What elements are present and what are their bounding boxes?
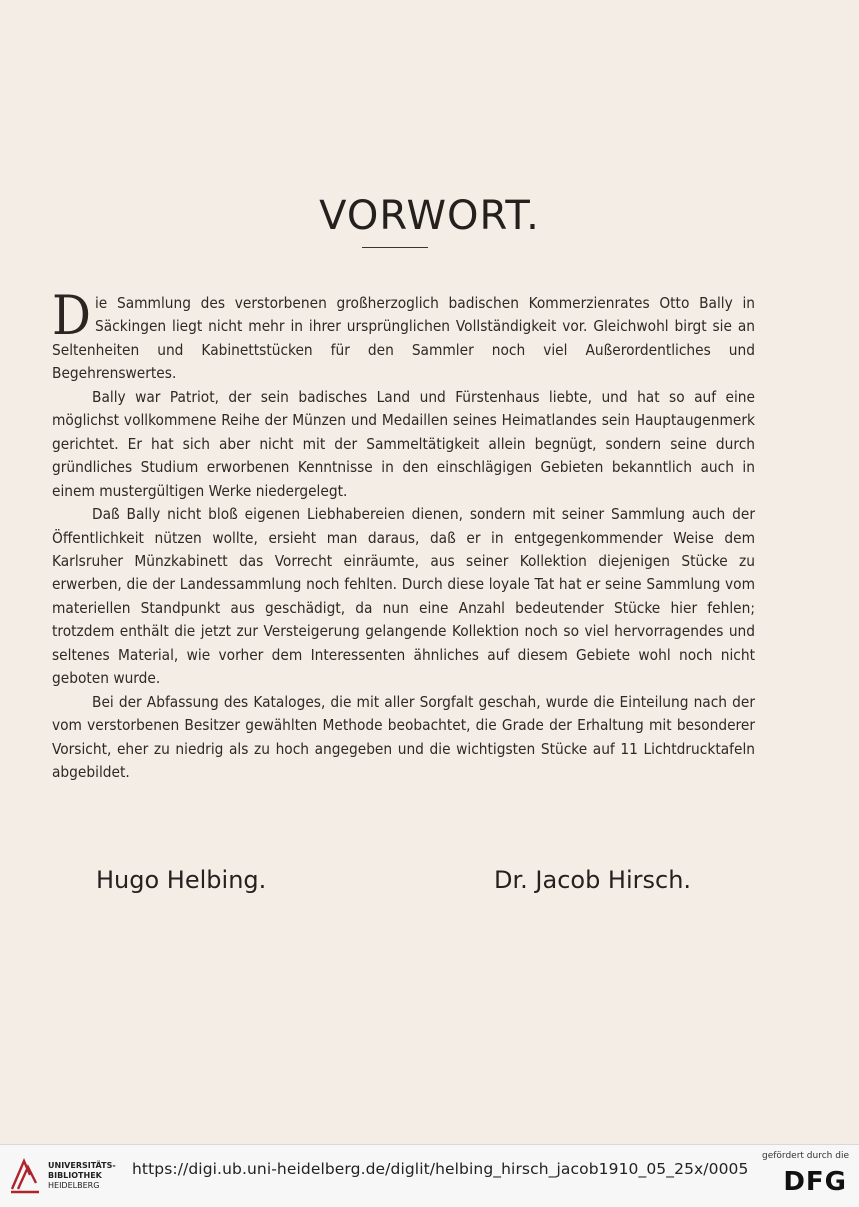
- funding-caption: gefördert durch die: [762, 1151, 849, 1161]
- drop-cap: D: [52, 284, 91, 347]
- paragraph-2: Bally war Patriot, der sein badisches Land und Fürstenhaus liebte, und hat so auf eine möglichst vollkommene Reihe der Münzen und Medaillen seines Heimatlandes sein Hauptaugenmerk gerichtet. Er hat sich aber nicht mit der Sammeltätigkeit allein begnügt, sondern seine durch gründliches Studium erworbenen Kenntnisse in den einschlägigen Gebieten bekanntlich auch in einem mustergültigen Werke niedergelegt.: [52, 387, 755, 500]
- library-line-1: UNIVERSITÄTS-: [48, 1161, 116, 1170]
- page-title: VORWORT.: [319, 192, 540, 239]
- paragraph-1: [52, 284, 755, 386]
- title-divider: [362, 247, 428, 248]
- paragraph-1-text: ie Sammlung des verstorbenen großherzoglich badischen Kommerzienrates Otto Bally in Säckingen liegt nicht mehr in ihrer ursprünglichen Vollständigkeit vor. Gleichwohl birgt sie an Seltenheiten und Kabinettstücken für den Sammler noch viel Außerordentliches und Begehrenswertes.: [52, 294, 755, 383]
- paragraph-4: Bei der Abfassung des Kataloges, die mit aller Sorgfalt geschah, wurde die Einteilung nach der vom verstorbenen Besitzer gewählten Methode beobachtet, die Grade der Erhaltung mit besonderer Vorsicht, eher zu niedrig als zu hoch angegeben und die wichtigsten Stücke auf 11 Lichtdrucktafeln abgebildet.: [52, 692, 755, 782]
- permalink-url[interactable]: https://digi.ub.uni-heidelberg.de/diglit/helbing_hirsch_jacob1910_05_25x/0005: [132, 1160, 749, 1178]
- signature-jacob-hirsch: Dr. Jacob Hirsch.: [494, 866, 692, 894]
- signature-hugo-helbing: Hugo Helbing.: [96, 866, 267, 894]
- dfg-logo[interactable]: DFG: [783, 1167, 847, 1197]
- preface-text: [52, 284, 755, 785]
- viewer-footer: [0, 1144, 859, 1207]
- paragraph-3: Daß Bally nicht bloß eigenen Liebhabereien dienen, sondern mit seiner Sammlung auch der Öffentlichkeit nützen wollte, ersieht man daraus, daß er in entgegenkommender Weise dem Karlsruher Münzkabinett das Vorrecht einräumte, aus seiner Kollektion diejenigen Stücke zu erwerben, die der Landessammlung noch fehlten. Durch diese loyale Tat hat er seine Sammlung vom materiellen Standpunkt aus geschädigt, da nun eine Anzahl bedeutender Stücke hier fehlen; trotzdem enthält die jetzt zur Versteigerung gelangende Kollektion noch so viel hervorragendes und seltenes Material, wie vorher dem Interessenten ähnliches auf diesem Gebiete wohl noch nicht geboten wurde.: [52, 505, 755, 688]
- university-library-name[interactable]: [48, 1161, 116, 1191]
- university-library-logo-icon[interactable]: [8, 1155, 42, 1195]
- library-line-2: BIBLIOTHEK: [48, 1171, 102, 1180]
- library-line-3: HEIDELBERG: [48, 1181, 100, 1190]
